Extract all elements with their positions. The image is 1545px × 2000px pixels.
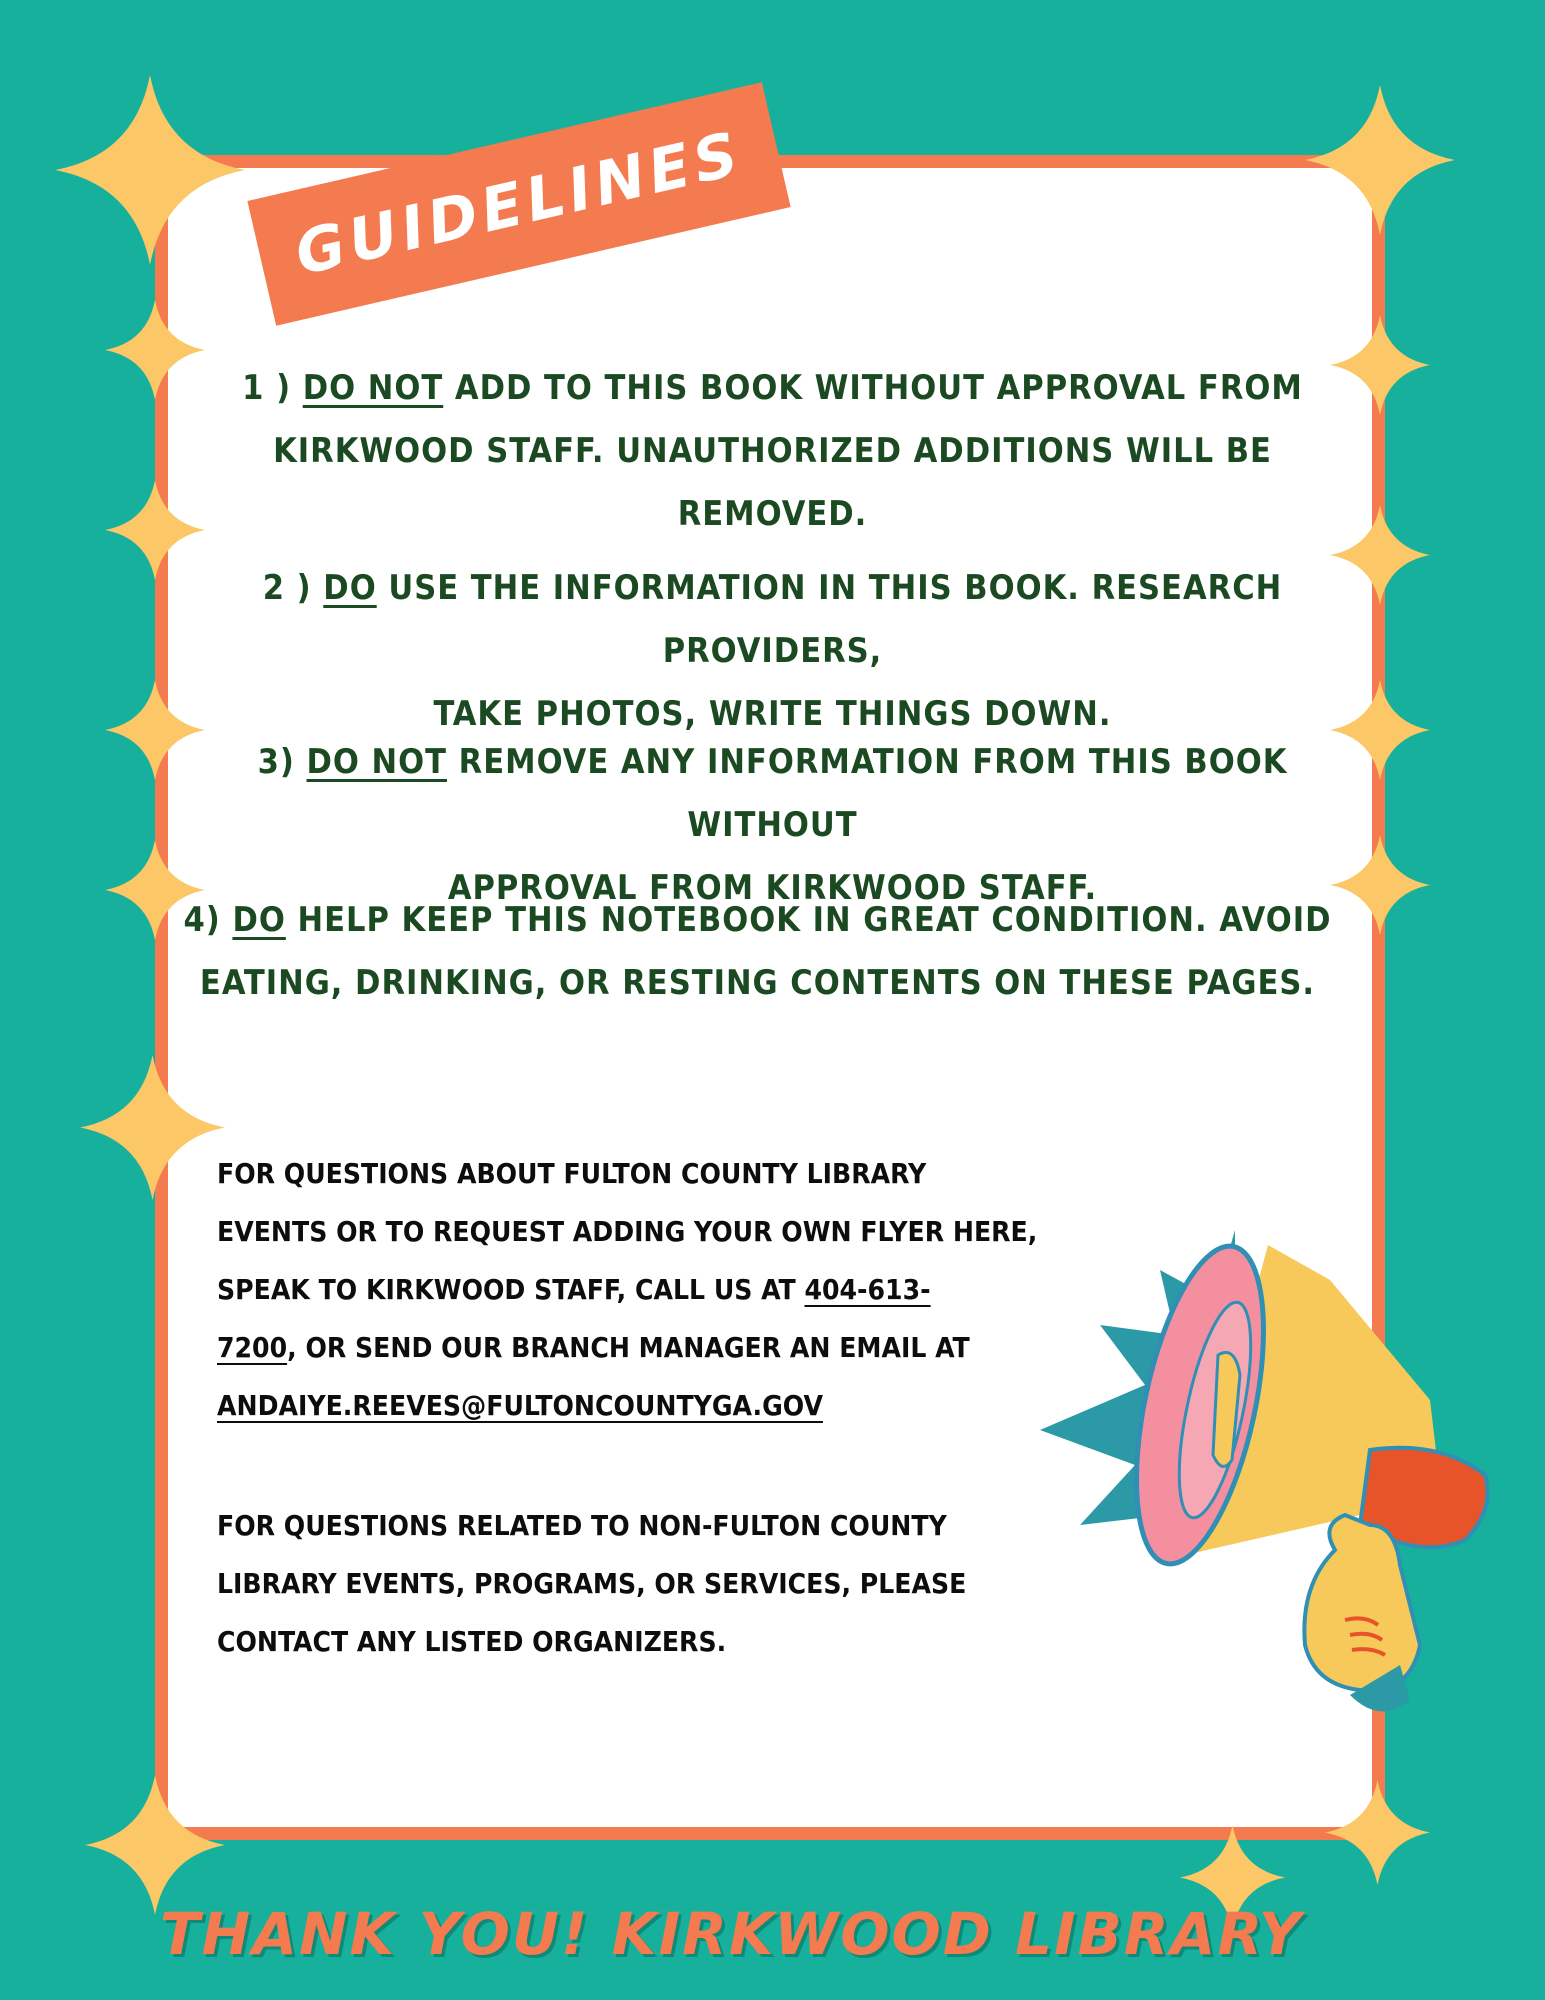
- rule-2: [190, 557, 1355, 746]
- rule-4-line-1: 4) DO HELP KEEP THIS NOTEBOOK IN GREAT CONDITION. AVOID: [183, 900, 1332, 940]
- sparkle-icon: [1325, 1780, 1430, 1885]
- other-organizers-info: FOR QUESTIONS RELATED TO NON-FULTON COUNTY LIBRARY EVENTS, PROGRAMS, OR SERVICES, PLEASE CONTACT ANY LISTED ORGANIZERS.: [217, 1509, 967, 1658]
- rule-4: [175, 889, 1340, 1015]
- rule-2-line-1: 2 ) DO USE THE INFORMATION IN THIS BOOK. RESEARCH PROVIDERS,: [262, 568, 1283, 671]
- sparkle-icon: [55, 75, 245, 265]
- phone-link[interactable]: 404-613-: [804, 1273, 931, 1306]
- rule-3-line-1: 3) DO NOT REMOVE ANY INFORMATION FROM THIS BOOK WITHOUT: [257, 742, 1288, 845]
- page-title: GUIDELINES: [288, 118, 750, 290]
- footer-thank-you: THANK YOU! KIRKWOOD LIBRARY: [160, 1900, 1303, 1968]
- sparkle-icon: [80, 1055, 225, 1200]
- rule-4-line-2: EATING, DRINKING, OR RESTING CONTENTS ON THESE PAGES.: [199, 963, 1316, 1003]
- rule-1-line-1: 1 ) DO NOT ADD TO THIS BOOK WITHOUT APPROVAL FROM: [242, 368, 1303, 408]
- email-link[interactable]: ANDAIYE.REEVES@FULTONCOUNTYGA.GOV: [217, 1389, 823, 1422]
- megaphone-illustration: [1000, 1225, 1510, 1755]
- phone-link-continued[interactable]: 7200: [217, 1331, 288, 1364]
- sparkle-icon: [85, 1775, 225, 1915]
- sparkle-icon: [1305, 85, 1455, 235]
- rule-1-line-2: KIRKWOOD STAFF. UNAUTHORIZED ADDITIONS WILL BE REMOVED.: [273, 431, 1272, 534]
- contact-info: FOR QUESTIONS ABOUT FULTON COUNTY LIBRARY EVENTS OR TO REQUEST ADDING YOUR OWN FLYER HERE, SPEAK TO KIRKWOOD STAFF, CALL US AT 404-613- 7200, OR SEND OUR BRANCH MANAGER AN EMAIL AT ANDAIYE.REEVES@FULTONCOUNTYGA.GOV: [217, 1157, 1038, 1422]
- rule-2-line-2: TAKE PHOTOS, WRITE THINGS DOWN.: [433, 694, 1112, 734]
- rule-1: [190, 357, 1355, 546]
- rule-3-line-2: APPROVAL FROM KIRKWOOD STAFF.: [447, 868, 1098, 908]
